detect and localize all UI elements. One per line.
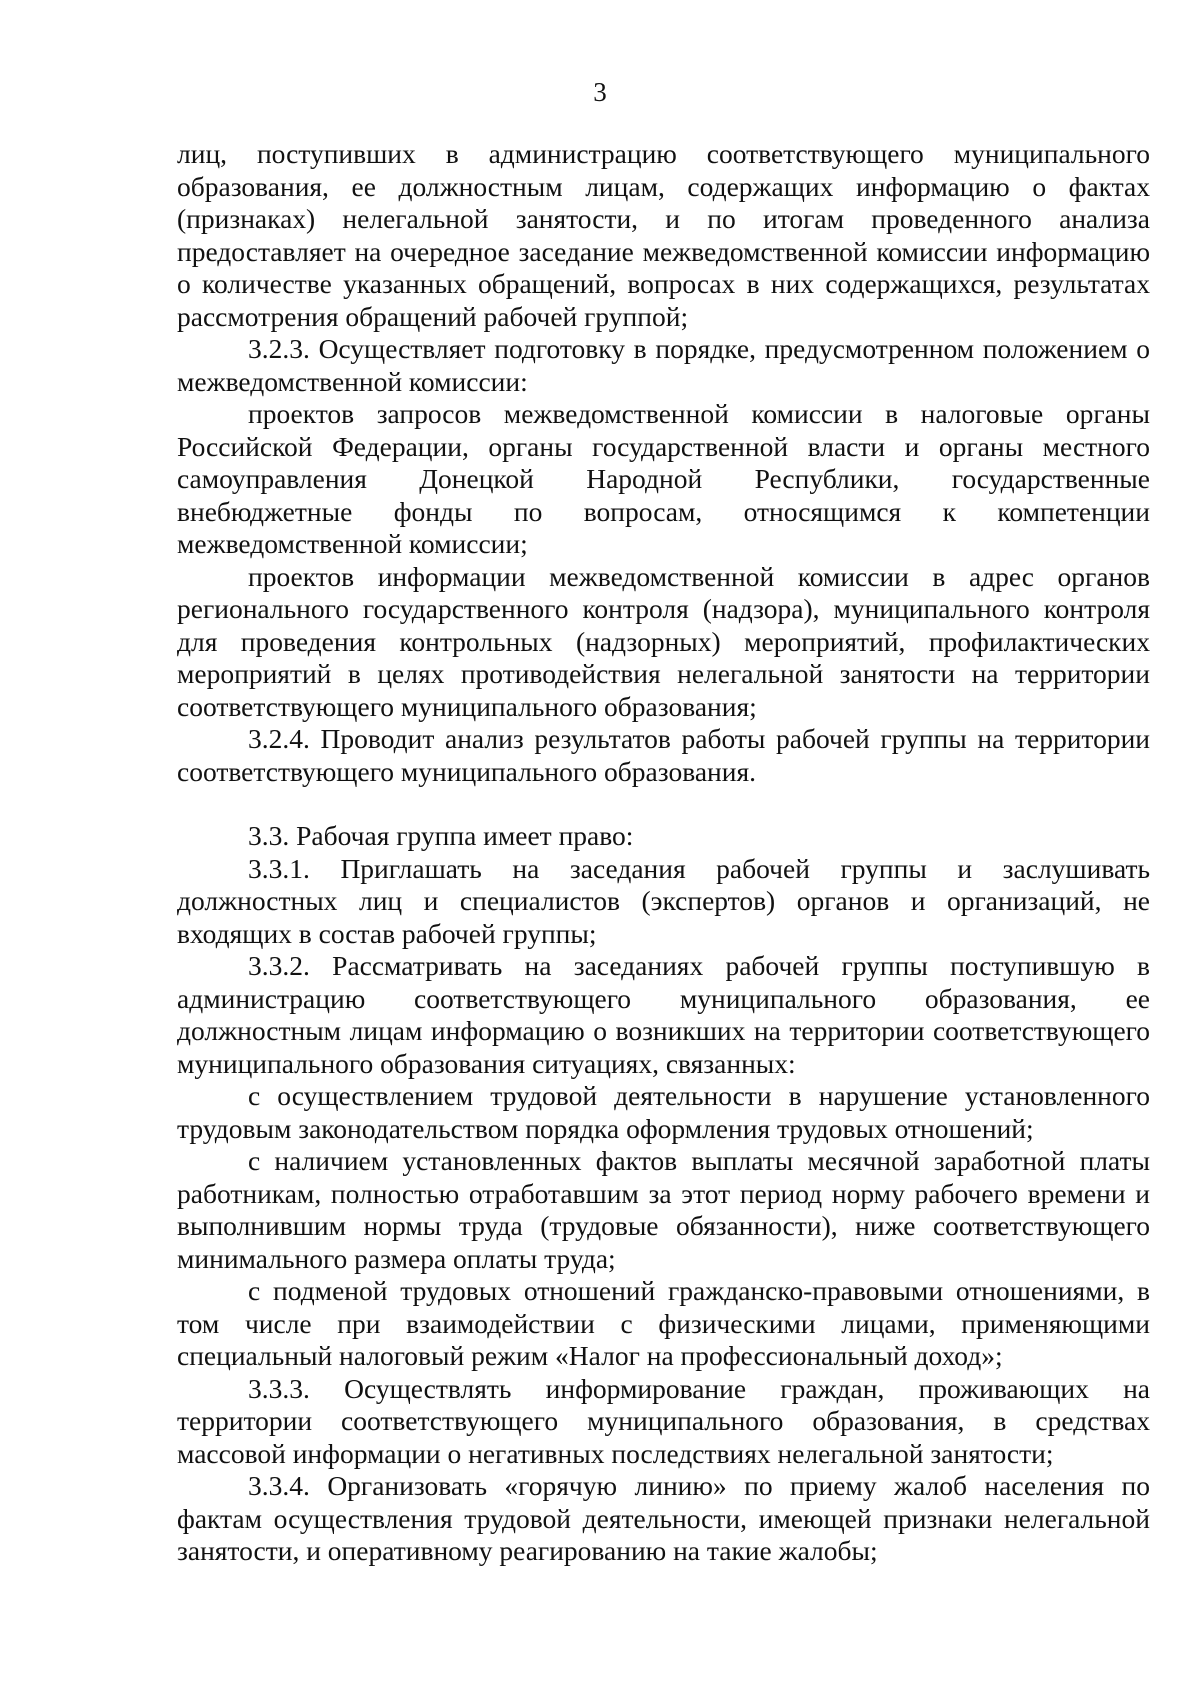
paragraph-civil-law-substitution: с подменой трудовых отношений гражданско-правовыми отношениями, в том числе при взаимодействии с физическими лицами, применяющими специальный налоговый режим «Налог на профессиональный доход»;: [177, 1275, 1150, 1371]
paragraph-3-3: 3.3. Рабочая группа имеет право:: [248, 820, 634, 851]
paragraph-draft-requests: проектов запросов межведомственной комиссии в налоговые органы Российской Федерации, органы государственной власти и органы местного самоуправления Донецкой Народной Республики, государственные внебюджетные фонды по вопросам, относящимся к компетенции межведомственной комиссии;: [177, 398, 1150, 559]
paragraph-wage-below-minimum: с наличием установленных фактов выплаты месячной заработной платы работникам, полностью отработавшим за этот период норму рабочего времени и выполнившим нормы труда (трудовые обязанности), ниже соответствующего минимального размера оплаты труда;: [177, 1145, 1150, 1274]
paragraph-3-3-1: 3.3.1. Приглашать на заседания рабочей группы и заслушивать должностных лиц и специалистов (экспертов) органов и организаций, не входящих в состав рабочей группы;: [177, 852, 1150, 949]
page-number: 3: [593, 77, 607, 107]
paragraph-3-3-2: 3.3.2. Рассматривать на заседаниях рабочей группы поступившую в администрацию соответствующего муниципального образования, ее должностным лицам информацию о возникших на территории соответствующего муниципального образования ситуациях, связанных:: [177, 950, 1150, 1079]
document-body: [177, 138, 1150, 1568]
paragraph-3-2-4: 3.2.4. Проводит анализ результатов работы рабочей группы на территории соответствующего муниципального образования.: [177, 723, 1150, 787]
paragraph-draft-information: проектов информации межведомственной комиссии в адрес органов регионального государственного контроля (надзора), муниципального контроля для проведения контрольных (надзорных) мероприятий, профилактических мероприятий в целях противодействия нелегальной занятости на территории соответствующего муниципального образования;: [177, 560, 1150, 722]
paragraph-labor-violation: с осуществлением трудовой деятельности в нарушение установленного трудовым законодательством порядка оформления трудовых отношений;: [177, 1080, 1150, 1144]
paragraph-3-2-3: 3.2.3. Осуществляет подготовку в порядке, предусмотренном положением о межведомственной комиссии:: [177, 333, 1150, 397]
paragraph-spacer: [177, 788, 1150, 820]
paragraph-3-3-3: 3.3.3. Осуществлять информирование граждан, проживающих на территории соответствующего муниципального образования, в средствах массовой информации о негативных последствиях нелегальной занятости;: [177, 1372, 1150, 1469]
paragraph-3-3-4: 3.3.4. Организовать «горячую линию» по приему жалоб населения по фактам осуществления трудовой деятельности, имеющей признаки нелегальной занятости, и оперативному реагированию на такие жалобы;: [177, 1470, 1150, 1566]
paragraph-continuation: лиц, поступивших в администрацию соответствующего муниципального образования, ее должностным лицам, содержащих информацию о фактах (признаках) нелегальной занятости, и по итогам проведенного анализа предоставляет на очередное заседание межведомственной комиссии информацию о количестве указанных обращений, вопросах в них содержащихся, результатах рассмотрения обращений рабочей группой;: [177, 138, 1150, 332]
